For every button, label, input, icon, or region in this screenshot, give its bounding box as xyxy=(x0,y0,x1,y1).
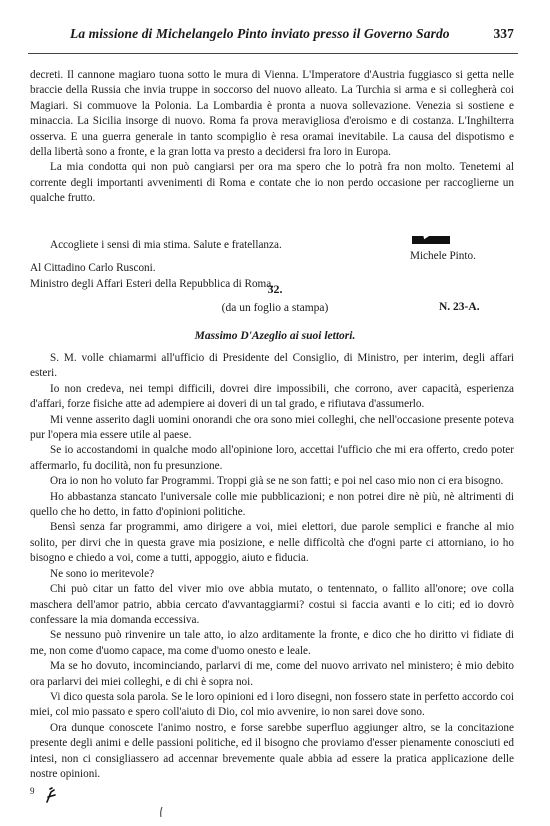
document-source: (da un foglio a stampa) xyxy=(221,302,329,314)
document-paragraph: Ora dunque conoscete l'animo nostro, e forse sarebbe superfluo aggiunger altro, se la concitazione presente degli animi e delle passioni politiche, ed il bisogno che proviamo d'esser pienamente conosciuti ed intesi, non ci consigliassero ad accennar brevemente quale abbia ad essere la pratica applicazione delle nostre opinioni. xyxy=(30,721,514,780)
stamp-mark xyxy=(412,236,450,244)
document-paragraph: Se nessuno può rinvenire un tale atto, io alzo arditamente la fronte, e dico che ho diritto vi fidiate di me, non come d'uomo capace, ma come d'uomo onesto e leale. xyxy=(30,629,514,657)
letter-paragraph: La mia condotta qui non può cangiarsi per ora ma spero che lo potrà fra non molto. Tenetemi al corrente degli importanti avvenimenti di Roma e contate che io non perdo occasione per raccoglierne un qualche frutto. xyxy=(30,161,514,205)
letter-signature: Michele Pinto. xyxy=(410,250,476,262)
document-paragraph: Bensì senza far programmi, amo dirigere a voi, miei elettori, due parole semplici e franche al mio solito, per dirvi che in questa grave mia posizione, e nelle difficoltà che d'ogni parte ci attorniano, io ho bisogno e chiedo a voi, come a tutti, appoggio, aiuto e fiducia. xyxy=(30,521,514,565)
document-paragraph: Ne sono io meritevole? xyxy=(50,567,155,580)
addressee-name: Al Cittadino Carlo Rusconi. xyxy=(30,262,156,274)
letter-salutation: Accogliete i sensi di mia stima. Salute e fratellanza. xyxy=(50,239,282,251)
document-paragraph: Ma se ho dovuto, incominciando, parlarvi di me, come del nuovo arrivato nel ministero; è mio debito ora parlarvi dei miei colleghi, e di chi è sopra noi. xyxy=(30,660,514,688)
letter-body xyxy=(30,68,514,207)
document-paragraph: S. M. volle chiamarmi all'ufficio di Presidente del Consiglio, di Ministro, per interim, degli affari esteri. xyxy=(30,352,514,380)
document-paragraph: Mi venne asserito dagli uomini onorandi che ora sono miei colleghi, che nell'occasione presente poteva pur l'opera mia essere utile al paese. xyxy=(30,413,514,442)
document-reference: N. 23-A. xyxy=(439,301,480,313)
document-body xyxy=(30,351,514,782)
document-paragraph: Ora io non ho voluto far Programmi. Troppi già se ne son fatti; e poi nel caso mio non ci era bisogno. xyxy=(50,475,504,488)
document-paragraph: Chi può citar un fatto del viver mio ove abbia mutato, o tentennato, o fallito all'onore; ove colla maschera dell'amor patrio, abbia cercato d'avvantaggiarmi? costui si faccia avanti e lo citi; ed io dovrò confessare la mia domanda eccessiva. xyxy=(30,583,514,626)
page-number: 337 xyxy=(493,26,514,41)
document-number: 32. xyxy=(267,282,283,296)
addressee-title: Ministro degli Affari Esteri della Repubblica di Roma. xyxy=(30,278,275,290)
header-rule xyxy=(28,53,518,54)
signature-mark: 9 xyxy=(30,786,35,796)
document-paragraph: Ho abbastanza stancato l'universale colle mie pubblicazioni; e non potrei dire nè più, nè altrimenti di quello che ho detto, in fatto d'opinioni politiche. xyxy=(30,490,514,519)
document-paragraph: Io non credeva, nei tempi difficili, dovrei dire impossibili, che corrono, aver capacità, esperienza d'affari, forze fisiche atte ad adempiere ai doveri di un tal grado, e rifiutava d'assumerlo. xyxy=(30,382,514,411)
document-paragraph: Vi dico questa sola parola. Se le loro opinioni ed i loro disegni, non fossero state in perfetto accordo coi miei, col mio passato e spero coll'aiuto di Dio, col mio avvenire, io non sarei dove sono. xyxy=(30,690,514,719)
ink-mark-icon xyxy=(44,786,58,804)
document-paragraph: Se io accostandomi in qualche modo all'opinione loro, accettai l'ufficio che mi era offerto, credo poter affermarlo, fu docilità, non fu presunzione. xyxy=(30,444,514,472)
running-title: La missione di Michelangelo Pinto inviato presso il Governo Sardo xyxy=(70,26,450,41)
ink-tick-icon xyxy=(158,806,164,818)
letter-paragraph: decreti. Il cannone magiaro tuona sotto le mura di Vienna. L'Imperatore d'Austria fuggiasco si getta nelle braccie della Russia che invia truppe in soccorso del nuovo alleato. La Turchia si arma e si collegherà coi Magiari. Si commuove la Polonia. La Lombardia è pronta a nuova sollevazione. Venezia si sostiene e minaccia. La Sicilia insorge di nuovo. Roma fa prova meravigliosa d'eroismo e di costanza. L'Inghilterra osserva. E una guerra generale in tanto scompiglio è resa oramai inevitabile. La causa del dispotismo e della libertà sono a fronte, e la gran lotta va presto a decidersi fra loro in Europa. xyxy=(30,69,514,159)
document-subtitle: Massimo D'Azeglio ai suoi lettori. xyxy=(194,330,356,342)
